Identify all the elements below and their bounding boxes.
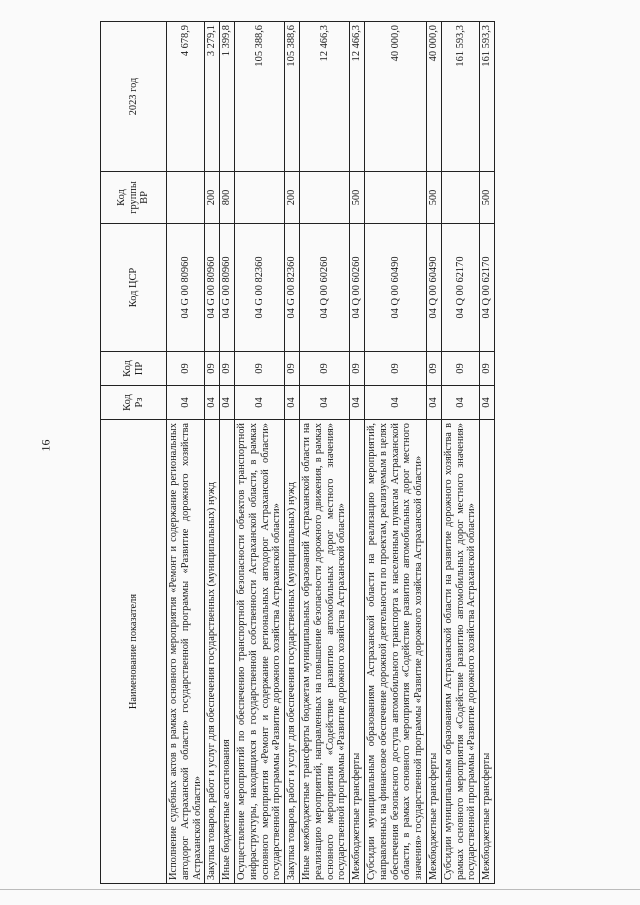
row-csr: 04 G 00 80960: [205, 224, 220, 352]
row-vr: [167, 172, 205, 224]
row-vr: [441, 172, 479, 224]
row-pr: 09: [364, 352, 426, 386]
row-vr: [299, 172, 349, 224]
table-row: [285, 22, 300, 884]
row-rz: 04: [285, 386, 300, 420]
row-sum: 12 466,3: [299, 22, 349, 172]
row-pr: 09: [480, 352, 495, 386]
row-csr: 04 G 00 82360: [285, 224, 300, 352]
row-rz: 04: [220, 386, 235, 420]
row-pr: 09: [299, 352, 349, 386]
row-name: Субсидии муниципальным образованиям Астраханской области на развитие дорожного хозяйства в рамках основного мероприятия «Содействие развитию автомобильных дорог местного значения» государственной программы «Развитие дорожного хозяйства Астраханской области»: [441, 420, 479, 884]
row-pr: 09: [441, 352, 479, 386]
row-vr: 800: [220, 172, 235, 224]
row-sum: 40 000,0: [364, 22, 426, 172]
row-rz: 04: [441, 386, 479, 420]
header-vr: Код группы ВР: [101, 172, 167, 224]
header-year: 2023 год: [101, 22, 167, 172]
row-sum: 105 388,6: [285, 22, 300, 172]
table-row: [426, 22, 441, 884]
table-header-row: [101, 22, 167, 884]
row-rz: 04: [364, 386, 426, 420]
row-name: Межбюджетные трансферты: [350, 420, 365, 884]
row-csr: 04 Q 00 62170: [441, 224, 479, 352]
row-csr: 04 G 00 80960: [220, 224, 235, 352]
row-pr: 09: [285, 352, 300, 386]
table-row: [299, 22, 349, 884]
row-csr: 04 Q 00 60260: [299, 224, 349, 352]
row-csr: 04 Q 00 60490: [426, 224, 441, 352]
row-csr: 04 G 00 82360: [234, 224, 284, 352]
row-pr: 09: [220, 352, 235, 386]
row-vr: 500: [426, 172, 441, 224]
row-rz: 04: [480, 386, 495, 420]
table-row: [220, 22, 235, 884]
row-pr: 09: [350, 352, 365, 386]
row-vr: [234, 172, 284, 224]
row-name: Иные бюджетные ассигнования: [220, 420, 235, 884]
row-sum: 105 388,6: [234, 22, 284, 172]
table-row: [234, 22, 284, 884]
header-pr: Код ПР: [101, 352, 167, 386]
row-name: Закупка товаров, работ и услуг для обеспечения государственных (муниципальных) нужд: [205, 420, 220, 884]
row-vr: [364, 172, 426, 224]
rotated-table-area: [100, 22, 640, 884]
table-row: [205, 22, 220, 884]
row-vr: 200: [285, 172, 300, 224]
row-name: Закупка товаров, работ и услуг для обеспечения государственных (муниципальных) нужд: [285, 420, 300, 884]
row-sum: 161 593,3: [441, 22, 479, 172]
row-rz: 04: [205, 386, 220, 420]
row-rz: 04: [299, 386, 349, 420]
row-pr: 09: [426, 352, 441, 386]
budget-table: [100, 21, 495, 884]
row-name: Иные межбюджетные трансферты бюджетам муниципальных образований Астраханской области на реализацию мероприятий, направленных на повышение безопасности дорожного движения, в рамках основного мероприятия «Содействие развитию автомобильных дорог местного значения» государственной программы «Развитие дорожного хозяйства Астраханской области»: [299, 420, 349, 884]
row-csr: 04 Q 00 62170: [480, 224, 495, 352]
table-rotation-wrapper: [100, 22, 640, 884]
row-rz: 04: [426, 386, 441, 420]
table-row: [364, 22, 426, 884]
row-name: Межбюджетные трансферты: [480, 420, 495, 884]
table-row: [350, 22, 365, 884]
table-row: [167, 22, 205, 884]
row-sum: 1 399,8: [220, 22, 235, 172]
row-csr: 04 Q 00 60490: [364, 224, 426, 352]
row-rz: 04: [350, 386, 365, 420]
row-pr: 09: [234, 352, 284, 386]
row-sum: 40 000,0: [426, 22, 441, 172]
row-pr: 09: [167, 352, 205, 386]
row-sum: 12 466,3: [350, 22, 365, 172]
header-csr: Код ЦСР: [101, 224, 167, 352]
row-vr: 500: [350, 172, 365, 224]
row-rz: 04: [234, 386, 284, 420]
header-name: Наименование показателя: [101, 420, 167, 884]
row-pr: 09: [205, 352, 220, 386]
row-vr: 500: [480, 172, 495, 224]
row-rz: 04: [167, 386, 205, 420]
row-sum: 161 593,3: [480, 22, 495, 172]
row-vr: 200: [205, 172, 220, 224]
row-name: Исполнение судебных актов в рамках основного мероприятия «Ремонт и содержание региональных автодорог Астраханской области» государственной программы «Развитие дорожного хозяйства Астраханской области»: [167, 420, 205, 884]
row-csr: 04 Q 00 60260: [350, 224, 365, 352]
table-row: [480, 22, 495, 884]
row-name: Осуществление мероприятий по обеспечению транспортной безопасности объектов транспортной инфраструктуры, находящихся в государственной собственности Астраханской области, в рамках основного мероприятия «Ремонт и содержание региональных автодорог Астраханской области» государственной программы «Развитие дорожного хозяйства Астраханской области»: [234, 420, 284, 884]
row-sum: 4 678,9: [167, 22, 205, 172]
row-sum: 3 279,1: [205, 22, 220, 172]
header-rz: Код Рз: [101, 386, 167, 420]
page-bottom-rule: [0, 889, 640, 890]
page-number: 16: [38, 439, 53, 452]
row-csr: 04 G 00 80960: [167, 224, 205, 352]
table-row: [441, 22, 479, 884]
row-name: Межбюджетные трансферты: [426, 420, 441, 884]
row-name: Субсидии муниципальным образованиям Астраханской области на реализацию мероприятий, направленных на финансовое обеспечение дорожной деятельности по проектам, реализуемым в целях обеспечения безопасного доступа автомобильного транспорта к населенным пунктам Астраханской области, в рамках основного мероприятия «Содействие развитию автомобильных дорог местного значения» государственной программы «Развитие дорожного хозяйства Астраханской области»: [364, 420, 426, 884]
